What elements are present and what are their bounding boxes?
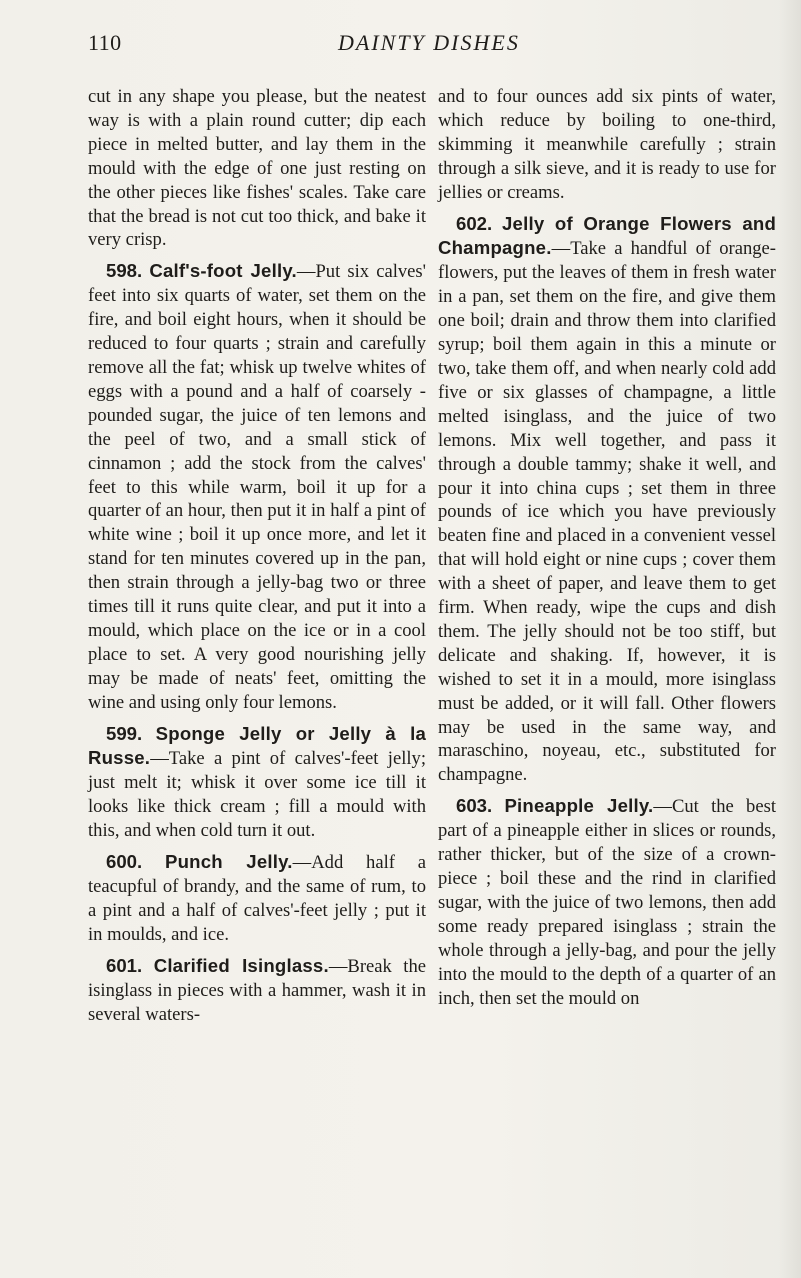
continued-paragraph: and to four ounces add six pints of water, which reduce by boiling to one-third, skimming it meanwhile carefully ; strain through a silk sieve, and it is ready to use for jellies or creams.	[438, 86, 776, 203]
recipe-601	[88, 954, 426, 1027]
recipe-title: Clarified Isinglass.	[153, 954, 329, 976]
continued-paragraph: cut in any shape you please, but the neatest way is with a plain round cutter; dip each piece in melted butter, and lay them in the mould with the edge of one just resting on the other pieces like fishes' scales. Take care that the bread is not cut too thick, and bake it very crisp.	[88, 86, 426, 251]
recipe-603	[438, 794, 776, 1010]
recipe-number: 600.	[106, 851, 143, 873]
recipe-598	[88, 259, 426, 714]
recipe-title: Jelly of Orange Flowers and Champagne.	[438, 212, 776, 259]
recipe-title: Calf's-foot Jelly.	[149, 260, 297, 282]
recipe-number: 598.	[106, 260, 143, 282]
recipe-body: —Add half a teacupful of brandy, and the same of rum, to a pint and a half of calves'-feet jelly ; put it in moulds, and ice.	[88, 852, 426, 945]
recipe-number: 602.	[456, 212, 493, 234]
recipe-599	[88, 722, 426, 844]
recipe-body: —Take a pint of calves'-feet jelly; just melt it; whisk it over some ice till it looks like thick cream ; fill a mould with this, and when cold turn it out.	[88, 748, 426, 842]
recipe-number: 601.	[106, 954, 143, 976]
recipe-body: —Break the isinglass in pieces with a hammer, wash it in several waters-	[88, 955, 427, 1025]
page-number: 110	[88, 30, 122, 55]
right-column	[438, 85, 776, 1010]
recipe-602	[438, 212, 776, 788]
recipe-title: Punch Jelly.	[164, 851, 293, 873]
recipe-body: —Take a handful of orange-flowers, put the leaves of them in fresh water in a pan, set them on the fire, and give them one boil; drain and throw them into clarified syrup; boil them again in this a minute or two, take them off, and when nearly cold add five or six glasses of champagne, a little melted isinglass, and the juice of two lemons. Mix well together, and pass it through a double tammy; shake it well, and pour it into china cups ; set them in three pounds of ice which you have previously beaten fine and placed in a convenient vessel that will hold eight or nine cups ; cover them with a sheet of paper, and leave them to get firm. When ready, wipe the cups and dish them. The jelly should not be too stiff, but delicate and shaking. If, however, it is wished to set it in a mould, more isinglass must be added, or it will fall. Other flowers may be used in the same way, and maraschino, noyeau, etc., substituted for champagne.	[438, 238, 776, 786]
recipe-number: 603.	[456, 795, 493, 817]
recipe-title: Sponge Jelly or Jelly à la Russe.	[88, 722, 426, 769]
recipe-title: Pineapple Jelly.	[504, 795, 654, 817]
recipe-number: 599.	[106, 722, 143, 744]
recipe-body: —Put six calves' feet into six quarts of water, set them on the fire, and boil eight hours, when it should be reduced to four quarts ; strain and carefully remove all the fat; whisk up twelve whites of eggs with a pound and a half of coarsely - pounded sugar, the juice of ten lemons and the peel of two, and a small stick of cinnamon ; add the stock from the calves' feet to this while warm, boil it up for a quarter of an hour, then put it in half a pint of white wine ; boil it up once more, and let it stand for ten minutes covered up in the pan, then strain through a jelly-bag two or three times till it runs quite clear, and put it into a mould, which place on the ice or in a cool place to set. A very good nourishing jelly may be made of neats' feet, omitting the wine and using only four lemons.	[88, 261, 426, 713]
running-head: DAINTY DISHES	[338, 30, 520, 55]
page-edge-shadow	[779, 0, 801, 1278]
recipe-600	[88, 850, 426, 947]
left-column	[88, 85, 426, 1026]
recipe-body: —Cut the best part of a pineapple either in slices or rounds, rather thicker, but of the size of a crown-piece ; boil these and the rind in clarified sugar, with the juice of two lemons, then add some ready prepared isinglass ; strain the whole through a jelly-bag, and pour the jelly into the mould to the depth of a quarter of an inch, then set the mould on	[438, 796, 776, 1009]
